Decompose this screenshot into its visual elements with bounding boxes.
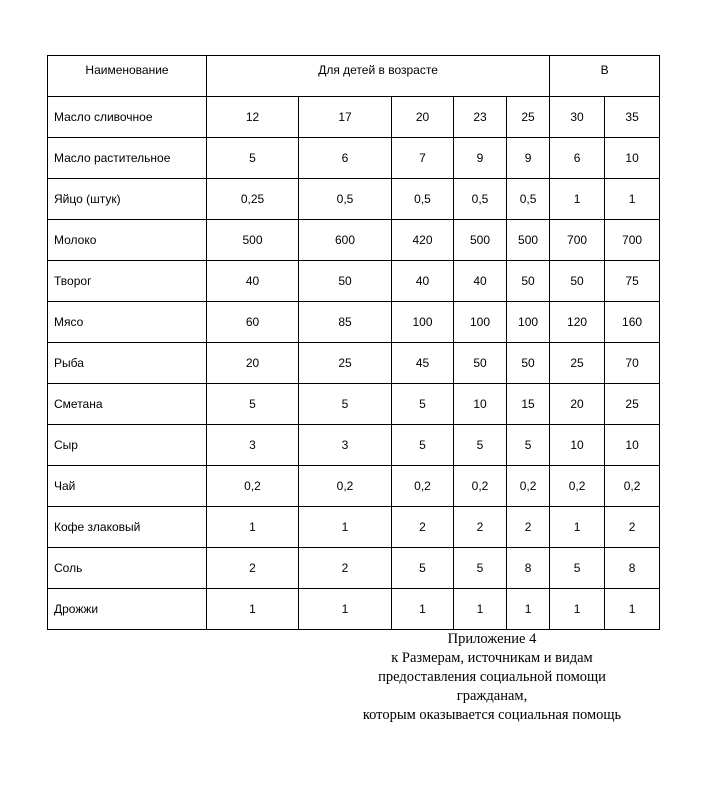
value-cell: 5 bbox=[454, 425, 507, 466]
table-header-row bbox=[48, 56, 660, 97]
product-name-cell: Творог bbox=[48, 261, 207, 302]
table-row bbox=[48, 466, 660, 507]
value-cell: 0,5 bbox=[392, 179, 454, 220]
value-cell: 0,2 bbox=[392, 466, 454, 507]
value-cell: 1 bbox=[550, 179, 605, 220]
value-cell: 120 bbox=[550, 302, 605, 343]
table-row bbox=[48, 507, 660, 548]
value-cell: 23 bbox=[454, 97, 507, 138]
value-cell: 600 bbox=[299, 220, 392, 261]
value-cell: 6 bbox=[299, 138, 392, 179]
value-cell: 10 bbox=[454, 384, 507, 425]
value-cell: 100 bbox=[454, 302, 507, 343]
table-row bbox=[48, 384, 660, 425]
table-row bbox=[48, 138, 660, 179]
value-cell: 15 bbox=[507, 384, 550, 425]
table-row bbox=[48, 589, 660, 630]
value-cell: 25 bbox=[299, 343, 392, 384]
value-cell: 50 bbox=[507, 343, 550, 384]
value-cell: 5 bbox=[207, 138, 299, 179]
value-cell: 5 bbox=[392, 384, 454, 425]
table-row bbox=[48, 425, 660, 466]
appendix-line: гражданам, bbox=[456, 688, 528, 704]
table-row bbox=[48, 343, 660, 384]
value-cell: 2 bbox=[392, 507, 454, 548]
value-cell: 1 bbox=[207, 589, 299, 630]
value-cell: 2 bbox=[207, 548, 299, 589]
food-norms-table bbox=[47, 55, 660, 630]
value-cell: 500 bbox=[207, 220, 299, 261]
value-cell: 1 bbox=[454, 589, 507, 630]
appendix-line: к Размерам, источникам и видам bbox=[391, 650, 593, 666]
table-row bbox=[48, 302, 660, 343]
value-cell: 700 bbox=[550, 220, 605, 261]
value-cell: 1 bbox=[550, 507, 605, 548]
value-cell: 5 bbox=[550, 548, 605, 589]
value-cell: 12 bbox=[207, 97, 299, 138]
value-cell: 7 bbox=[392, 138, 454, 179]
value-cell: 50 bbox=[299, 261, 392, 302]
value-cell: 10 bbox=[605, 425, 660, 466]
value-cell: 20 bbox=[550, 384, 605, 425]
value-cell: 2 bbox=[299, 548, 392, 589]
value-cell: 100 bbox=[507, 302, 550, 343]
value-cell: 1 bbox=[605, 179, 660, 220]
value-cell: 75 bbox=[605, 261, 660, 302]
appendix-note bbox=[320, 630, 664, 725]
product-name-cell: Дрожжи bbox=[48, 589, 207, 630]
value-cell: 0,25 bbox=[207, 179, 299, 220]
value-cell: 0,2 bbox=[454, 466, 507, 507]
value-cell: 1 bbox=[207, 507, 299, 548]
product-name-cell: Сметана bbox=[48, 384, 207, 425]
value-cell: 5 bbox=[454, 548, 507, 589]
value-cell: 10 bbox=[605, 138, 660, 179]
value-cell: 0,2 bbox=[299, 466, 392, 507]
value-cell: 1 bbox=[550, 589, 605, 630]
value-cell: 35 bbox=[605, 97, 660, 138]
value-cell: 2 bbox=[605, 507, 660, 548]
value-cell: 2 bbox=[507, 507, 550, 548]
value-cell: 500 bbox=[454, 220, 507, 261]
table-row bbox=[48, 97, 660, 138]
value-cell: 30 bbox=[550, 97, 605, 138]
value-cell: 1 bbox=[605, 589, 660, 630]
value-cell: 45 bbox=[392, 343, 454, 384]
product-name-cell: Сыр bbox=[48, 425, 207, 466]
value-cell: 40 bbox=[454, 261, 507, 302]
table-row bbox=[48, 179, 660, 220]
value-cell: 50 bbox=[454, 343, 507, 384]
header-children-group-cell: Для детей в возрасте bbox=[207, 56, 550, 97]
value-cell: 20 bbox=[392, 97, 454, 138]
value-cell: 70 bbox=[605, 343, 660, 384]
product-name-cell: Рыба bbox=[48, 343, 207, 384]
product-name-cell: Яйцо (штук) bbox=[48, 179, 207, 220]
header-adults-group-cell: В bbox=[550, 56, 660, 97]
value-cell: 50 bbox=[550, 261, 605, 302]
value-cell: 1 bbox=[299, 507, 392, 548]
appendix-line: предоставления социальной помощи bbox=[378, 669, 606, 685]
value-cell: 0,2 bbox=[605, 466, 660, 507]
value-cell: 1 bbox=[392, 589, 454, 630]
value-cell: 700 bbox=[605, 220, 660, 261]
appendix-line: которым оказывается социальная помощь bbox=[362, 707, 622, 723]
value-cell: 500 bbox=[507, 220, 550, 261]
product-name-cell: Молоко bbox=[48, 220, 207, 261]
value-cell: 8 bbox=[605, 548, 660, 589]
product-name-cell: Чай bbox=[48, 466, 207, 507]
value-cell: 5 bbox=[507, 425, 550, 466]
value-cell: 60 bbox=[207, 302, 299, 343]
product-name-cell: Масло сливочное bbox=[48, 97, 207, 138]
header-name-cell: Наименование bbox=[48, 56, 207, 97]
value-cell: 25 bbox=[507, 97, 550, 138]
value-cell: 25 bbox=[550, 343, 605, 384]
value-cell: 40 bbox=[392, 261, 454, 302]
value-cell: 3 bbox=[299, 425, 392, 466]
value-cell: 5 bbox=[392, 425, 454, 466]
value-cell: 0,5 bbox=[299, 179, 392, 220]
product-name-cell: Соль bbox=[48, 548, 207, 589]
value-cell: 3 bbox=[207, 425, 299, 466]
value-cell: 17 bbox=[299, 97, 392, 138]
value-cell: 8 bbox=[507, 548, 550, 589]
product-name-cell: Кофе злаковый bbox=[48, 507, 207, 548]
value-cell: 9 bbox=[507, 138, 550, 179]
value-cell: 25 bbox=[605, 384, 660, 425]
value-cell: 0,5 bbox=[507, 179, 550, 220]
appendix-line: Приложение 4 bbox=[447, 631, 537, 647]
value-cell: 100 bbox=[392, 302, 454, 343]
product-name-cell: Мясо bbox=[48, 302, 207, 343]
value-cell: 0,5 bbox=[454, 179, 507, 220]
value-cell: 20 bbox=[207, 343, 299, 384]
product-name-cell: Масло растительное bbox=[48, 138, 207, 179]
value-cell: 6 bbox=[550, 138, 605, 179]
value-cell: 160 bbox=[605, 302, 660, 343]
value-cell: 5 bbox=[207, 384, 299, 425]
value-cell: 40 bbox=[207, 261, 299, 302]
value-cell: 9 bbox=[454, 138, 507, 179]
value-cell: 420 bbox=[392, 220, 454, 261]
value-cell: 5 bbox=[299, 384, 392, 425]
value-cell: 0,2 bbox=[507, 466, 550, 507]
value-cell: 10 bbox=[550, 425, 605, 466]
table-row bbox=[48, 220, 660, 261]
value-cell: 1 bbox=[507, 589, 550, 630]
value-cell: 5 bbox=[392, 548, 454, 589]
table-row bbox=[48, 261, 660, 302]
value-cell: 0,2 bbox=[550, 466, 605, 507]
value-cell: 50 bbox=[507, 261, 550, 302]
table-row bbox=[48, 548, 660, 589]
value-cell: 1 bbox=[299, 589, 392, 630]
value-cell: 85 bbox=[299, 302, 392, 343]
value-cell: 0,2 bbox=[207, 466, 299, 507]
value-cell: 2 bbox=[454, 507, 507, 548]
